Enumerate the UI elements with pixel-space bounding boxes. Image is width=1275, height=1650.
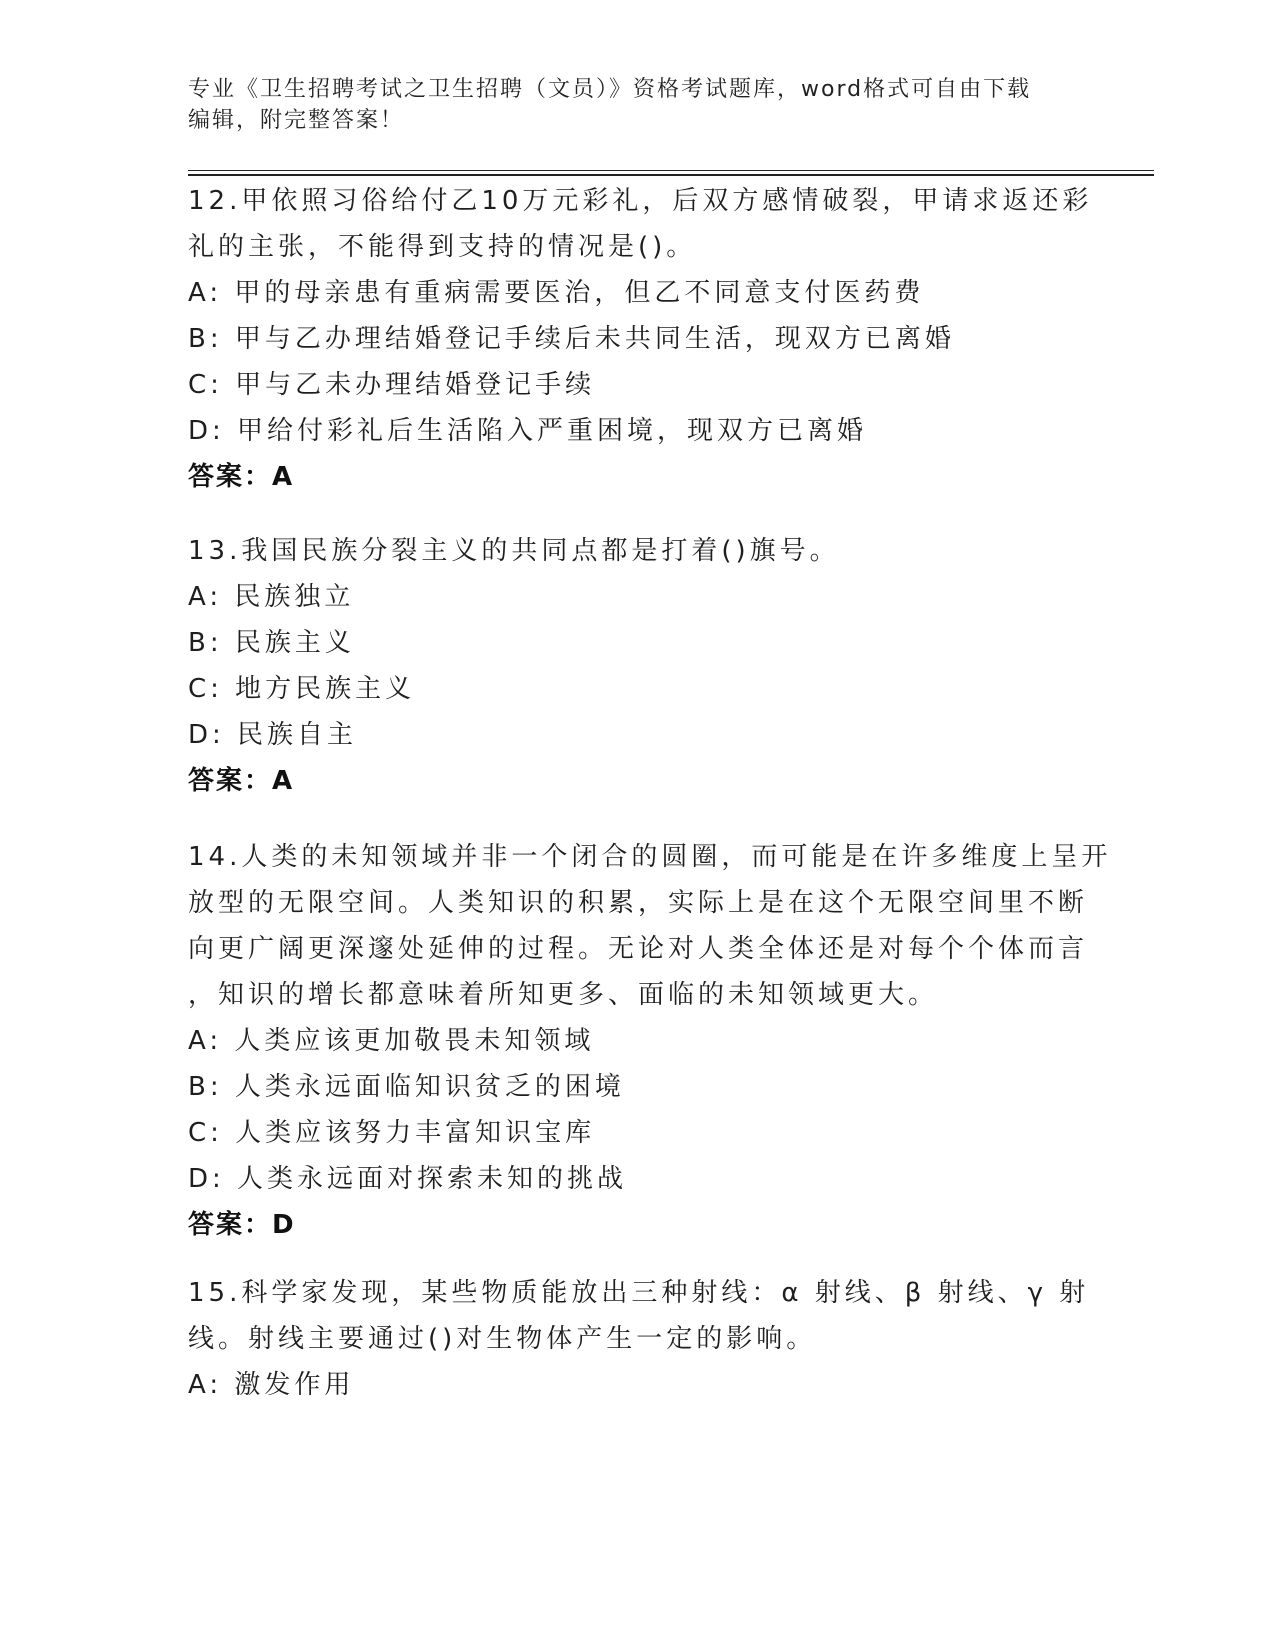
question-stem-line: 14.人类的未知领域并非一个闭合的圆圈，而可能是在许多维度上呈开 xyxy=(188,842,1112,872)
option-d: D: 人类永远面对探索未知的挑战 xyxy=(188,1164,628,1194)
option-b: B: 民族主义 xyxy=(188,628,355,658)
option-b: B: 人类永远面临知识贫乏的困境 xyxy=(188,1072,625,1102)
header-divider-thin xyxy=(188,170,1154,171)
option-a: A: 人类应该更加敬畏未知领域 xyxy=(188,1026,595,1056)
answer-label: 答案：D xyxy=(188,1210,296,1240)
question-15 xyxy=(188,1270,1088,1408)
header-line-1: 专业《卫生招聘考试之卫生招聘（文员）》资格考试题库，word格式可自由下载 xyxy=(188,77,1032,102)
question-13 xyxy=(188,528,1088,804)
question-stem-line: 15.科学家发现，某些物质能放出三种射线：α 射线、β 射线、γ 射 xyxy=(188,1278,1090,1308)
question-stem-line: 13.我国民族分裂主义的共同点都是打着()旗号。 xyxy=(188,536,840,566)
option-a: A: 民族独立 xyxy=(188,582,355,612)
question-stem-line: 12.甲依照习俗给付乙10万元彩礼，后双方感情破裂，甲请求返还彩 xyxy=(188,186,1093,216)
option-b: B: 甲与乙办理结婚登记手续后未共同生活，现双方已离婚 xyxy=(188,324,955,354)
option-c: C: 人类应该努力丰富知识宝库 xyxy=(188,1118,596,1148)
answer-label: 答案：A xyxy=(188,766,295,796)
option-c: C: 甲与乙未办理结婚登记手续 xyxy=(188,370,596,400)
option-a: A: 激发作用 xyxy=(188,1370,355,1400)
option-d: D: 甲给付彩礼后生活陷入严重困境，现双方已离婚 xyxy=(188,416,868,446)
question-stem-line: 礼的主张，不能得到支持的情况是()。 xyxy=(188,232,697,262)
option-c: C: 地方民族主义 xyxy=(188,674,416,704)
option-d: D: 民族自主 xyxy=(188,720,358,750)
question-stem-line: 放型的无限空间。人类知识的积累，实际上是在这个无限空间里不断 xyxy=(188,888,1089,918)
header-divider-thick xyxy=(188,174,1154,176)
question-12 xyxy=(188,178,1093,500)
question-stem-line: 向更广阔更深邃处延伸的过程。无论对人类全体还是对每个个体而言 xyxy=(188,934,1089,964)
header-line-2: 编辑，附完整答案！ xyxy=(188,108,405,133)
answer-label: 答案：A xyxy=(188,462,295,492)
question-stem-line: ，知识的增长都意味着所知更多、面临的未知领域更大。 xyxy=(188,980,939,1010)
question-14 xyxy=(188,834,1112,1248)
document-header xyxy=(188,74,1068,136)
option-a: A: 甲的母亲患有重病需要医治，但乙不同意支付医药费 xyxy=(188,278,925,308)
question-stem-line: 线。射线主要通过()对生物体产生一定的影响。 xyxy=(188,1324,817,1354)
